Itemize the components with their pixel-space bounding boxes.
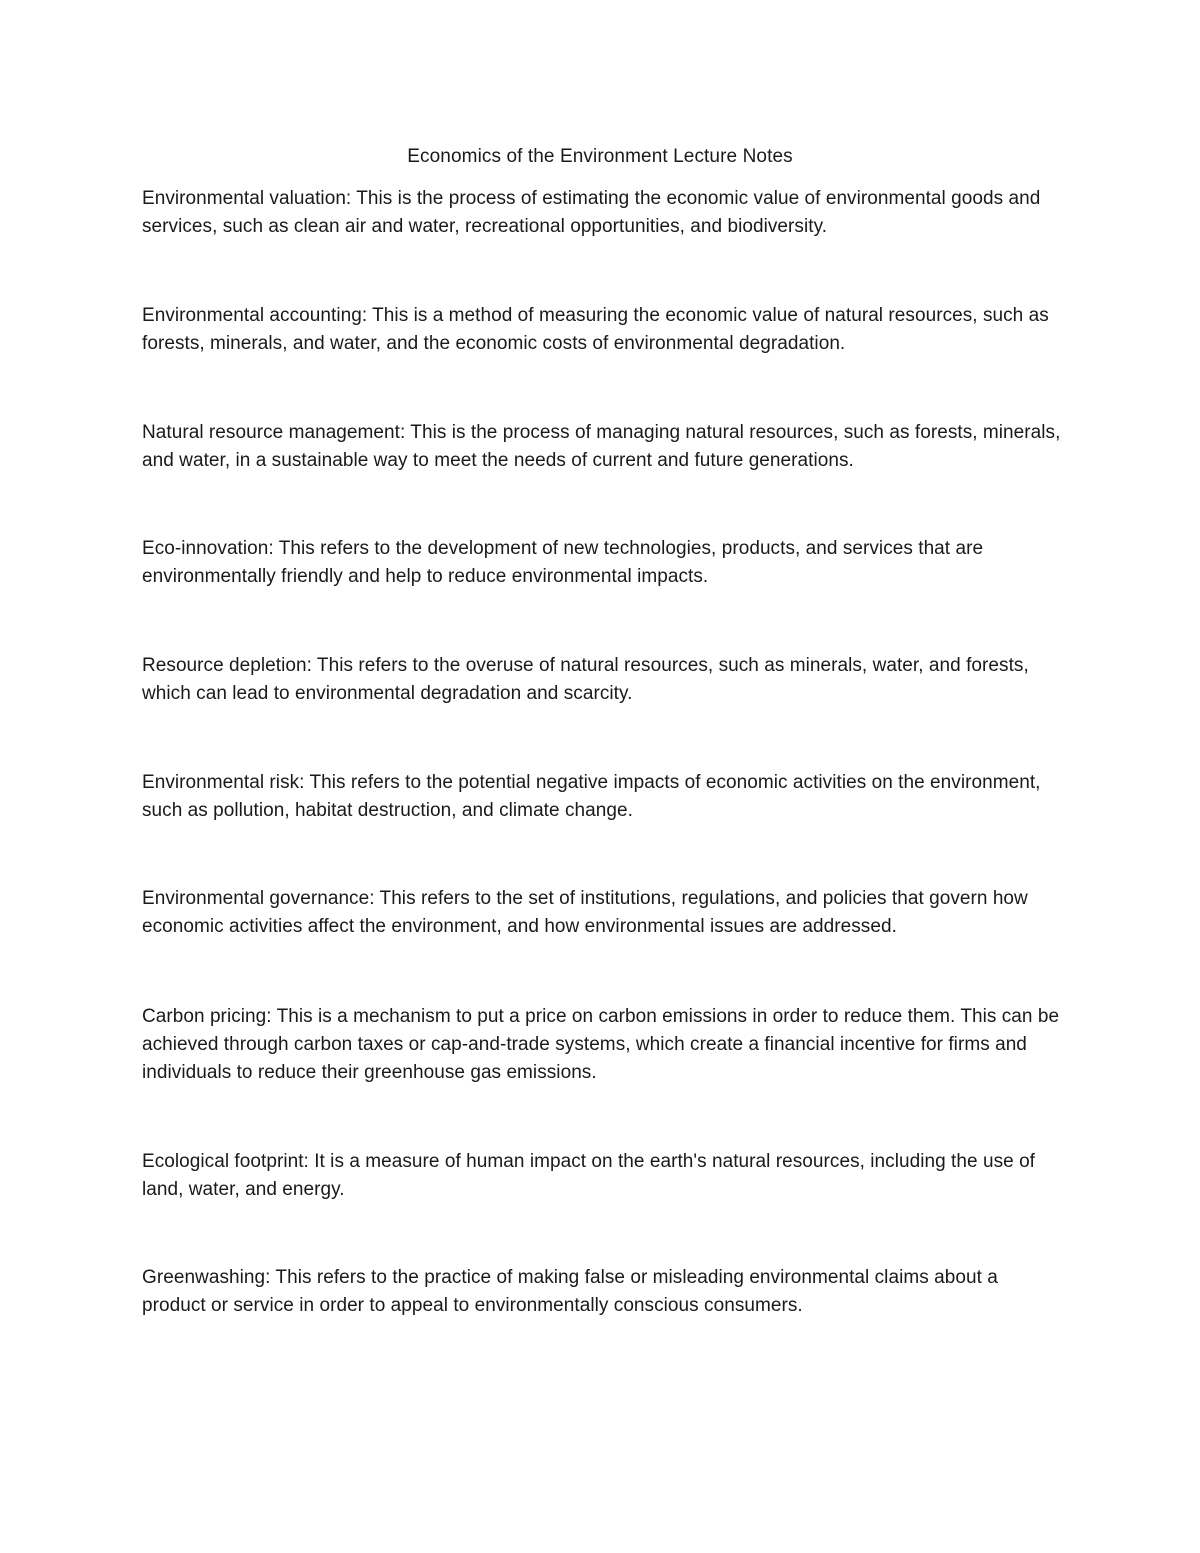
paragraph-ecological-footprint: Ecological footprint: It is a measure of human impact on the earth's natural resources, including the use of land, water, and energy. <box>142 1151 1036 1200</box>
paragraph-natural-resource-management: Natural resource management: This is the process of managing natural resources, such as forests, minerals, and water, in a sustainable way to meet the needs of current and future generations. <box>142 422 1061 471</box>
paragraph-environmental-accounting: Environmental accounting: This is a method of measuring the economic value of natural resources, such as forests, minerals, and water, and the economic costs of environmental degradation. <box>142 305 1049 354</box>
paragraph-eco-innovation: Eco-innovation: This refers to the development of new technologies, products, and services that are environmentally friendly and help to reduce environmental impacts. <box>142 538 984 587</box>
paragraph-environmental-governance: Environmental governance: This refers to the set of institutions, regulations, and policies that govern how economic activities affect the environment, and how environmental issues are addressed. <box>142 888 1028 937</box>
document-title: Economics of the Environment Lecture Notes <box>407 146 793 167</box>
paragraph-environmental-valuation: Environmental valuation: This is the process of estimating the economic value of environmental goods and services, such as clean air and water, recreational opportunities, and biodiversity. <box>142 188 1041 237</box>
paragraph-carbon-pricing: Carbon pricing: This is a mechanism to put a price on carbon emissions in order to reduce them. This can be achieved through carbon taxes or cap-and-trade systems, which create a financial incentive for firms and individuals to reduce their greenhouse gas emissions. <box>142 1006 1060 1083</box>
paragraph-resource-depletion: Resource depletion: This refers to the overuse of natural resources, such as minerals, water, and forests, which can lead to environmental degradation and scarcity. <box>142 655 1029 704</box>
paragraph-environmental-risk: Environmental risk: This refers to the potential negative impacts of economic activities on the environment, such as pollution, habitat destruction, and climate change. <box>142 772 1041 821</box>
paragraph-greenwashing: Greenwashing: This refers to the practice of making false or misleading environmental claims about a product or service in order to appeal to environmentally conscious consumers. <box>142 1267 998 1316</box>
